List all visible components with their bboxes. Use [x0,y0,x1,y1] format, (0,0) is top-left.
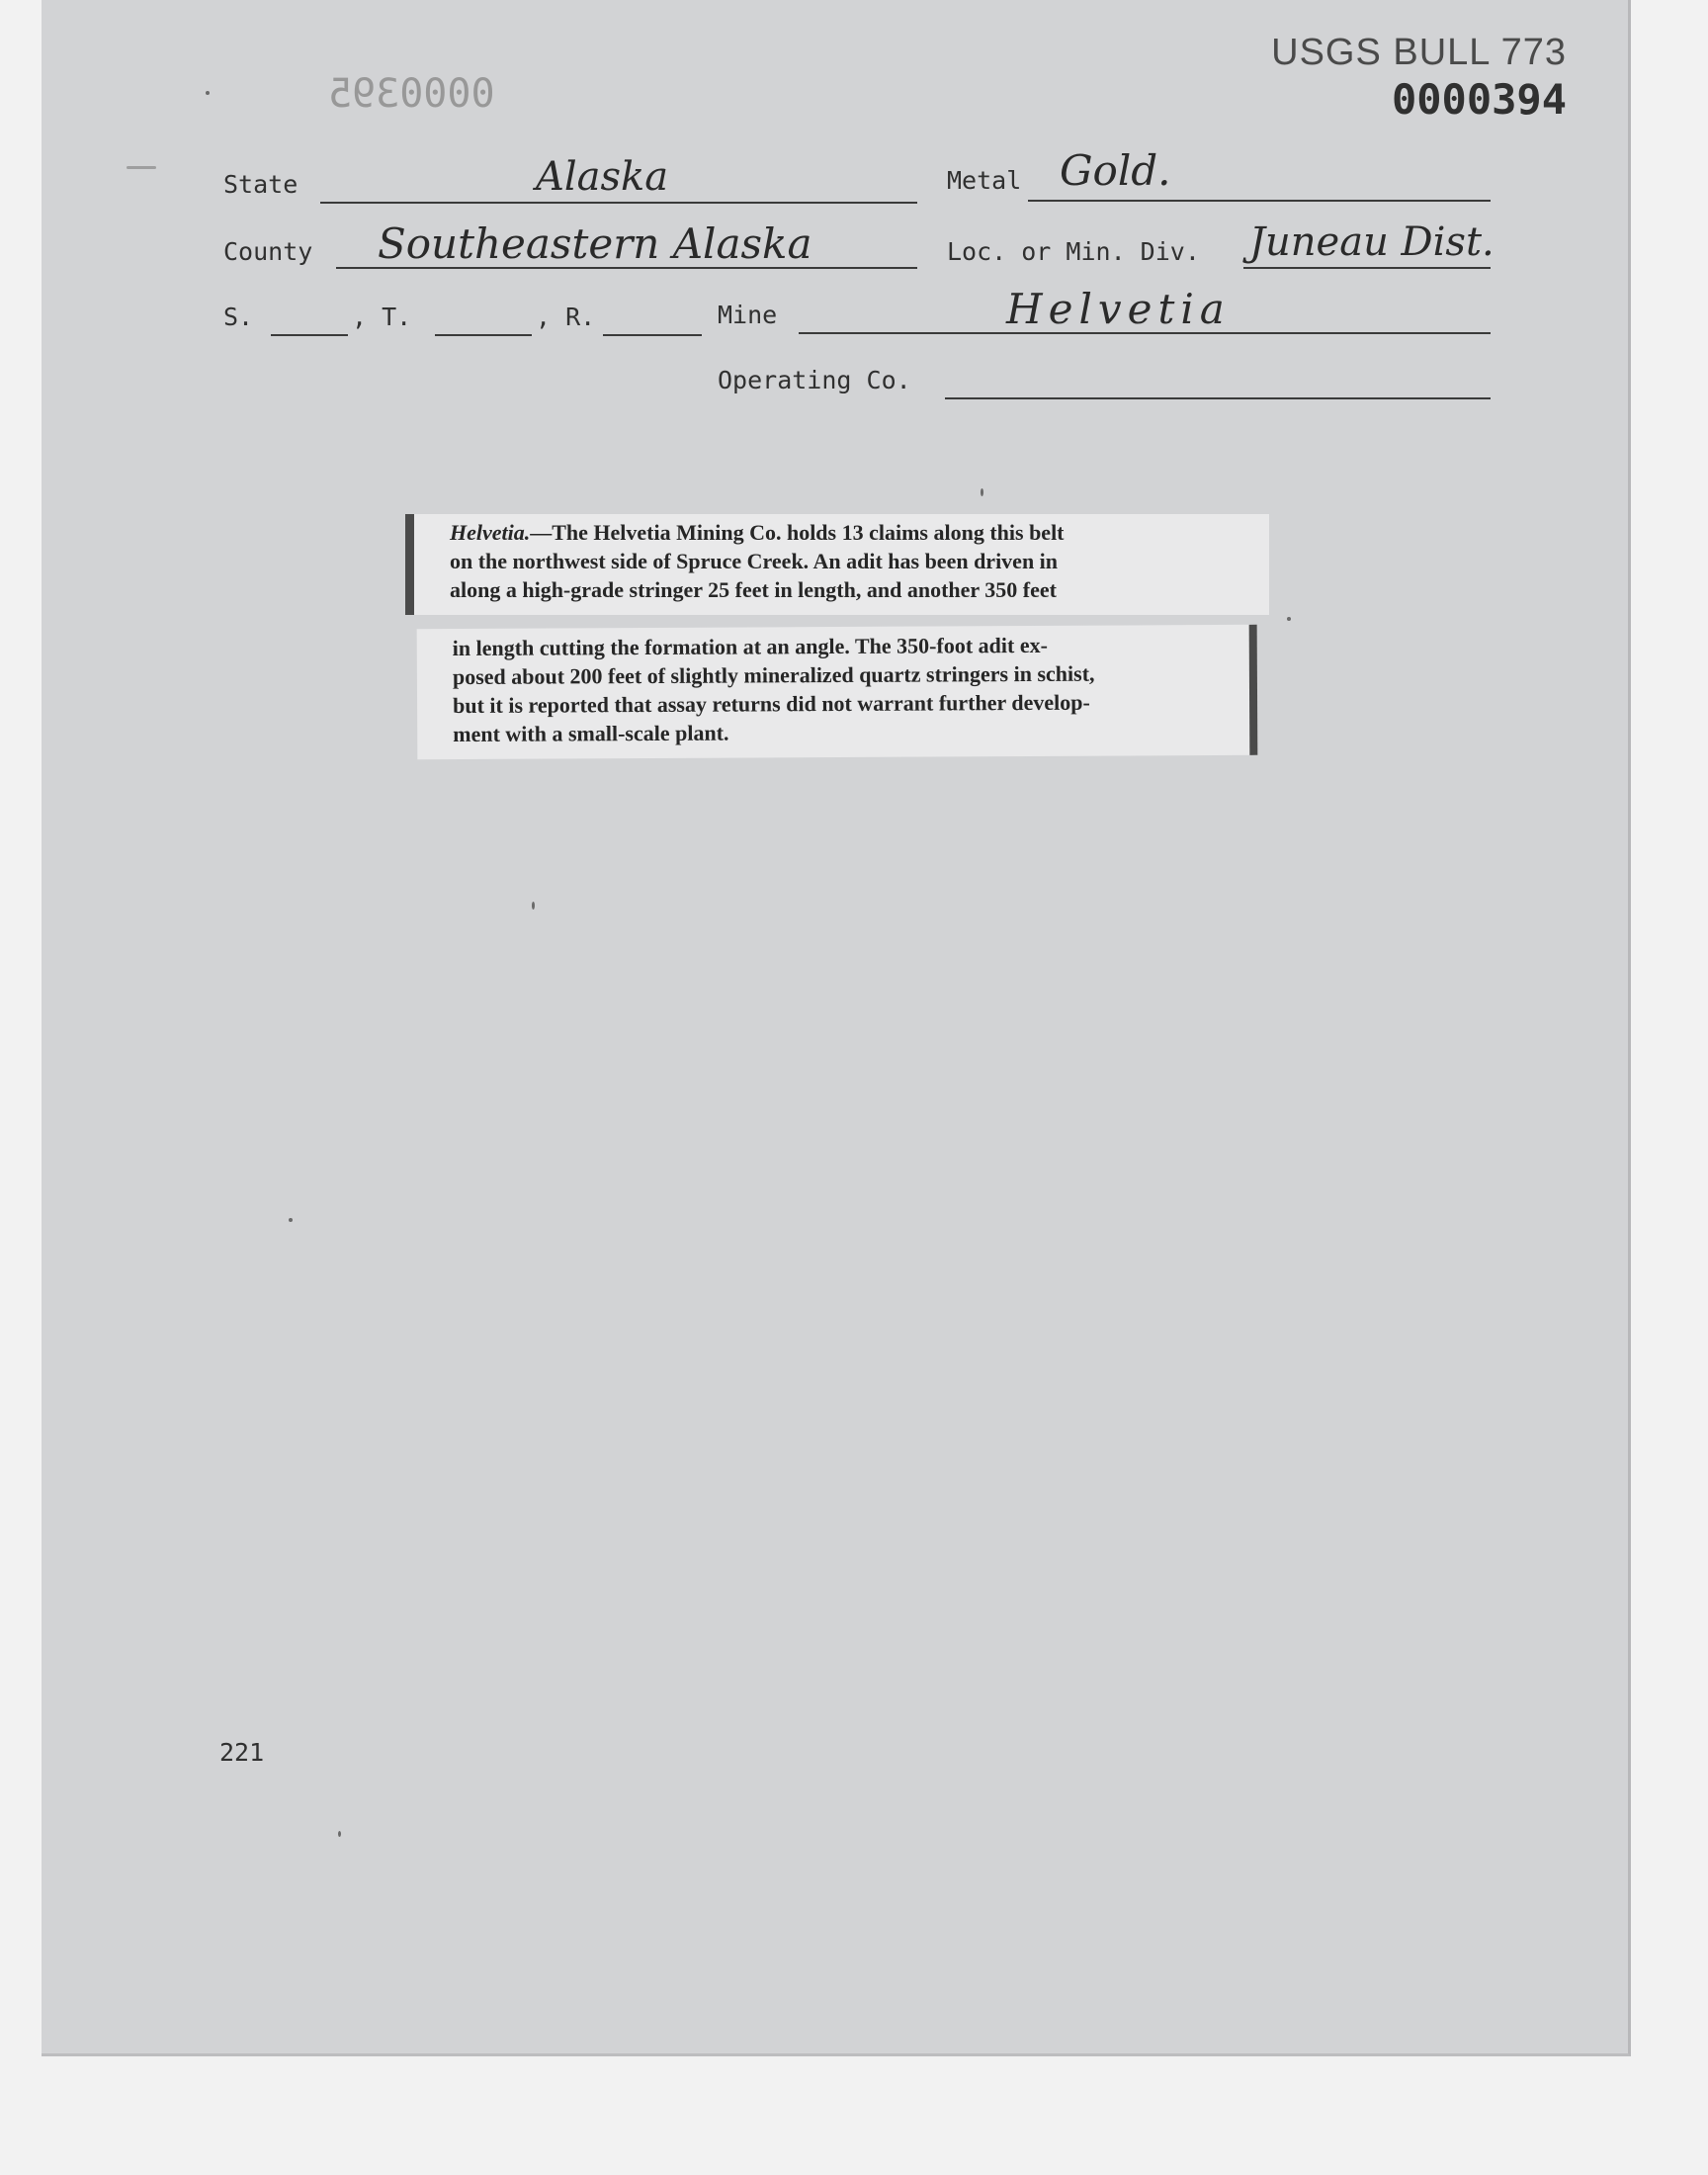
county-value: Southeastern Alaska [378,219,812,268]
scan-speck [206,91,210,95]
bulletin-reference: USGS BULL 773 [1271,32,1567,73]
record-number: 0000394 [1391,75,1567,124]
clipping-part-1 [405,514,1269,615]
clipping-line [450,518,1255,547]
mine-value: Helvetia [1006,285,1231,333]
state-underline [320,202,917,204]
page-number: 221 [219,1738,265,1767]
scan-speck [981,488,983,496]
location-value: Juneau Dist. [1249,219,1494,265]
bleed-through-number: 0000395 [328,71,495,117]
metal-label: Metal [947,166,1022,195]
scan-speck [289,1218,293,1222]
clipping-title: Helvetia. [450,520,531,545]
scan-mark [127,166,156,169]
county-label: County [223,237,313,266]
state-value: Alaska [536,154,669,200]
range-underline [603,334,702,336]
clipping-part-2 [417,625,1258,759]
metal-underline [1028,200,1491,202]
scan-speck [338,1831,341,1837]
clipping-line: ment with a small-scale plant. [453,720,729,747]
clipping-line: in length cutting the formation at an angle. The 350-foot adit ex- [452,632,1048,661]
scan-speck [1287,617,1291,621]
range-label: , R. [536,303,596,331]
location-underline [1243,267,1491,269]
metal-value: Gold. [1060,146,1171,195]
operating-co-underline [945,397,1491,399]
mine-label: Mine [718,301,778,329]
clipping-line: on the northwest side of Spruce Creek. An adit has been driven in [450,549,1059,573]
section-label: S. [223,303,254,331]
location-label: Loc. or Min. Div. [947,237,1200,266]
clipping-line-text: —The Helvetia Mining Co. holds 13 claims along this belt [530,520,1065,545]
operating-co-label: Operating Co. [718,366,911,394]
section-underline [271,334,348,336]
township-label: , T. [352,303,412,331]
clipping-line: but it is reported that assay returns did not warrant further develop- [453,689,1090,719]
clipping-line: posed about 200 feet of slightly mineralized quartz stringers in schist, [452,660,1095,690]
scan-speck [532,902,535,910]
township-underline [435,334,532,336]
record-card [42,0,1631,2056]
state-label: State [223,170,299,199]
clipping-line: along a high-grade stringer 25 feet in length, and another 350 feet [450,577,1057,602]
